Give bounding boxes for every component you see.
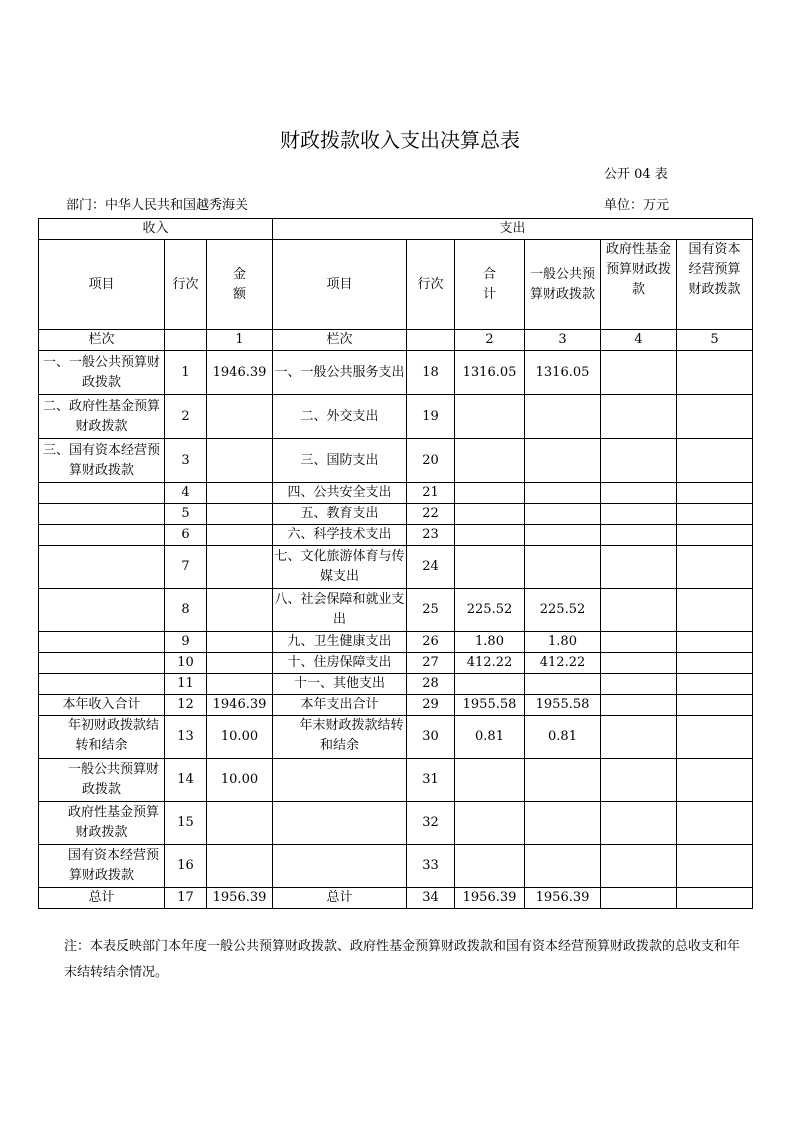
fund-budget-amount: [601, 546, 677, 589]
expense-item: 三、国防支出: [273, 439, 407, 483]
income-row-no-header: 行次: [165, 240, 207, 330]
income-amount: [207, 845, 273, 888]
expense-item: 十、住房保障支出: [273, 653, 407, 674]
column-index-label: 栏次: [273, 330, 407, 351]
general-budget-amount: 1316.05: [525, 351, 601, 395]
income-amount: [207, 504, 273, 525]
budget-table: [38, 218, 753, 909]
expense-item: 一、一般公共服务支出: [273, 351, 407, 395]
income-amount: 1956.39: [207, 888, 273, 909]
income-amount: [207, 525, 273, 546]
expense-total: [455, 674, 525, 695]
expense-row-no: 34: [407, 888, 455, 909]
general-budget-amount: [525, 483, 601, 504]
expense-item: [273, 759, 407, 802]
page-title: 财政拨款收入支出决算总表: [280, 128, 520, 152]
expense-total: 1.80: [455, 632, 525, 653]
expense-total: [455, 759, 525, 802]
state-capital-amount: [677, 504, 753, 525]
income-row-no: 13: [165, 716, 207, 759]
state-capital-amount: [677, 483, 753, 504]
general-budget-amount: [525, 546, 601, 589]
expense-total: 1956.39: [455, 888, 525, 909]
income-item: [39, 674, 165, 695]
expense-item: 七、文化旅游体育与传媒支出: [273, 546, 407, 589]
expense-row-no: 20: [407, 439, 455, 483]
column-index: 4: [601, 330, 677, 351]
expense-total: [455, 802, 525, 845]
income-row-no: 8: [165, 589, 207, 632]
expense-row-no-header: 行次: [407, 240, 455, 330]
fund-budget-amount: [601, 759, 677, 802]
expense-item: 年末财政拨款结转和结余: [273, 716, 407, 759]
expense-item: 八、社会保障和就业支出: [273, 589, 407, 632]
fund-budget-amount: [601, 351, 677, 395]
expense-item: 本年支出合计: [273, 695, 407, 716]
fund-budget-amount: [601, 395, 677, 439]
table-row: [39, 439, 753, 483]
income-row-no: 16: [165, 845, 207, 888]
table-row: [39, 632, 753, 653]
income-item: [39, 653, 165, 674]
form-number: 公开 04 表: [604, 167, 668, 182]
expense-item: 六、科学技术支出: [273, 525, 407, 546]
income-amount: [207, 674, 273, 695]
state-capital-amount: [677, 525, 753, 546]
general-budget-amount: 1956.39: [525, 888, 601, 909]
table-row: [39, 695, 753, 716]
state-capital-header: 国有资本经营预算财政拨款: [677, 240, 753, 330]
income-row-no: 2: [165, 395, 207, 439]
expense-row-no: 19: [407, 395, 455, 439]
income-amount: 10.00: [207, 759, 273, 802]
income-item: 本年收入合计: [39, 695, 165, 716]
income-row-no: 17: [165, 888, 207, 909]
expense-total: [455, 504, 525, 525]
income-item: 一般公共预算财政拨款: [39, 759, 165, 802]
state-capital-amount: [677, 351, 753, 395]
state-capital-amount: [677, 695, 753, 716]
general-budget-header: 一般公共预算财政拨款: [525, 240, 601, 330]
expense-row-no: 23: [407, 525, 455, 546]
fund-budget-amount: [601, 845, 677, 888]
fund-budget-amount: [601, 695, 677, 716]
expense-total: 1955.58: [455, 695, 525, 716]
general-budget-amount: [525, 674, 601, 695]
income-amount: [207, 632, 273, 653]
income-row-no: 10: [165, 653, 207, 674]
expense-total: [455, 483, 525, 504]
income-item: [39, 525, 165, 546]
income-amount: 10.00: [207, 716, 273, 759]
general-budget-amount: [525, 845, 601, 888]
income-amount: 1946.39: [207, 695, 273, 716]
state-capital-amount: [677, 395, 753, 439]
expense-item: 九、卫生健康支出: [273, 632, 407, 653]
state-capital-amount: [677, 759, 753, 802]
income-item: 年初财政拨款结转和结余: [39, 716, 165, 759]
general-budget-amount: 412.22: [525, 653, 601, 674]
table-row: [39, 504, 753, 525]
income-item: 总计: [39, 888, 165, 909]
income-item: [39, 483, 165, 504]
table-row: [39, 653, 753, 674]
fund-budget-amount: [601, 802, 677, 845]
expense-total: [455, 525, 525, 546]
expense-item: 四、公共安全支出: [273, 483, 407, 504]
table-row: [39, 395, 753, 439]
table-row: [39, 589, 753, 632]
income-item: [39, 589, 165, 632]
income-amount: [207, 395, 273, 439]
income-amount-header: 金额: [207, 240, 273, 330]
income-row-no: 6: [165, 525, 207, 546]
expense-item: 二、外交支出: [273, 395, 407, 439]
fund-budget-amount: [601, 483, 677, 504]
expense-total: 412.22: [455, 653, 525, 674]
state-capital-amount: [677, 589, 753, 632]
column-index-label: 栏次: [39, 330, 165, 351]
table-row: [39, 716, 753, 759]
expense-row-no: 21: [407, 483, 455, 504]
expense-item-header: 项目: [273, 240, 407, 330]
fund-budget-amount: [601, 888, 677, 909]
state-capital-amount: [677, 546, 753, 589]
expense-item: [273, 802, 407, 845]
fund-budget-amount: [601, 716, 677, 759]
fund-budget-amount: [601, 653, 677, 674]
column-index: 3: [525, 330, 601, 351]
table-body: [39, 351, 753, 909]
expense-total: 225.52: [455, 589, 525, 632]
income-amount: 1946.39: [207, 351, 273, 395]
general-budget-amount: 1.80: [525, 632, 601, 653]
income-row-no: 4: [165, 483, 207, 504]
expense-total: 1316.05: [455, 351, 525, 395]
table-row: [39, 802, 753, 845]
income-item: 政府性基金预算财政拨款: [39, 802, 165, 845]
income-amount: [207, 546, 273, 589]
income-row-no: 7: [165, 546, 207, 589]
state-capital-amount: [677, 845, 753, 888]
expense-row-no: 31: [407, 759, 455, 802]
expense-row-no: 33: [407, 845, 455, 888]
income-amount: [207, 802, 273, 845]
general-budget-amount: [525, 395, 601, 439]
expense-total: 0.81: [455, 716, 525, 759]
fund-budget-header: 政府性基金预算财政拨款: [601, 240, 677, 330]
income-item: 二、政府性基金预算财政拨款: [39, 395, 165, 439]
footnote: 注：本表反映部门本年度一般公共预算财政拨款、政府性基金预算财政拨款和国有资本经营预算财政拨款的总收支和年末结转结余情况。: [64, 939, 741, 980]
table-row: [39, 888, 753, 909]
table-row: [39, 525, 753, 546]
state-capital-amount: [677, 439, 753, 483]
expense-total: [455, 546, 525, 589]
income-item-header: 项目: [39, 240, 165, 330]
unit-label: 单位：万元: [604, 198, 670, 213]
income-amount: [207, 589, 273, 632]
expense-row-no: 27: [407, 653, 455, 674]
table-row: [39, 759, 753, 802]
expense-row-no: 26: [407, 632, 455, 653]
general-budget-amount: [525, 439, 601, 483]
income-item: [39, 504, 165, 525]
header-section: [39, 219, 753, 351]
state-capital-amount: [677, 716, 753, 759]
expense-item: [273, 845, 407, 888]
expense-row-no: 18: [407, 351, 455, 395]
table-row: [39, 351, 753, 395]
state-capital-amount: [677, 802, 753, 845]
expense-item: 总计: [273, 888, 407, 909]
expense-header: 支出: [273, 219, 753, 240]
income-row-no: 12: [165, 695, 207, 716]
income-item: [39, 546, 165, 589]
table-row: [39, 483, 753, 504]
state-capital-amount: [677, 632, 753, 653]
state-capital-amount: [677, 674, 753, 695]
fund-budget-amount: [601, 439, 677, 483]
expense-row-no: 28: [407, 674, 455, 695]
expense-item: 五、教育支出: [273, 504, 407, 525]
fund-budget-amount: [601, 674, 677, 695]
income-header: 收入: [39, 219, 273, 240]
income-row-no: 14: [165, 759, 207, 802]
general-budget-amount: [525, 759, 601, 802]
column-index: 2: [455, 330, 525, 351]
general-budget-amount: [525, 504, 601, 525]
income-amount: [207, 653, 273, 674]
income-item: 一、一般公共预算财政拨款: [39, 351, 165, 395]
expense-row-no: 30: [407, 716, 455, 759]
state-capital-amount: [677, 888, 753, 909]
income-row-no: 9: [165, 632, 207, 653]
income-item: [39, 632, 165, 653]
income-item: 国有资本经营预算财政拨款: [39, 845, 165, 888]
income-item: 三、国有资本经营预算财政拨款: [39, 439, 165, 483]
expense-total-header: 合计: [455, 240, 525, 330]
income-row-no: 1: [165, 351, 207, 395]
income-row-no: 15: [165, 802, 207, 845]
expense-row-no: 32: [407, 802, 455, 845]
fund-budget-amount: [601, 504, 677, 525]
column-index: 5: [677, 330, 753, 351]
fund-budget-amount: [601, 525, 677, 546]
expense-item: 十一、其他支出: [273, 674, 407, 695]
income-row-no: 11: [165, 674, 207, 695]
expense-row-no: 29: [407, 695, 455, 716]
income-row-no: 5: [165, 504, 207, 525]
expense-total: [455, 395, 525, 439]
expense-row-no: 22: [407, 504, 455, 525]
table-row: [39, 546, 753, 589]
income-amount: [207, 483, 273, 504]
state-capital-amount: [677, 653, 753, 674]
expense-total: [455, 845, 525, 888]
fund-budget-amount: [601, 632, 677, 653]
general-budget-amount: [525, 525, 601, 546]
income-amount: [207, 439, 273, 483]
general-budget-amount: [525, 802, 601, 845]
income-row-no: 3: [165, 439, 207, 483]
column-index: 1: [207, 330, 273, 351]
general-budget-amount: 225.52: [525, 589, 601, 632]
expense-row-no: 24: [407, 546, 455, 589]
table-row: [39, 674, 753, 695]
department-label: 部门：中华人民共和国越秀海关: [66, 198, 249, 213]
table-row: [39, 845, 753, 888]
general-budget-amount: 1955.58: [525, 695, 601, 716]
fund-budget-amount: [601, 589, 677, 632]
general-budget-amount: 0.81: [525, 716, 601, 759]
expense-row-no: 25: [407, 589, 455, 632]
expense-total: [455, 439, 525, 483]
